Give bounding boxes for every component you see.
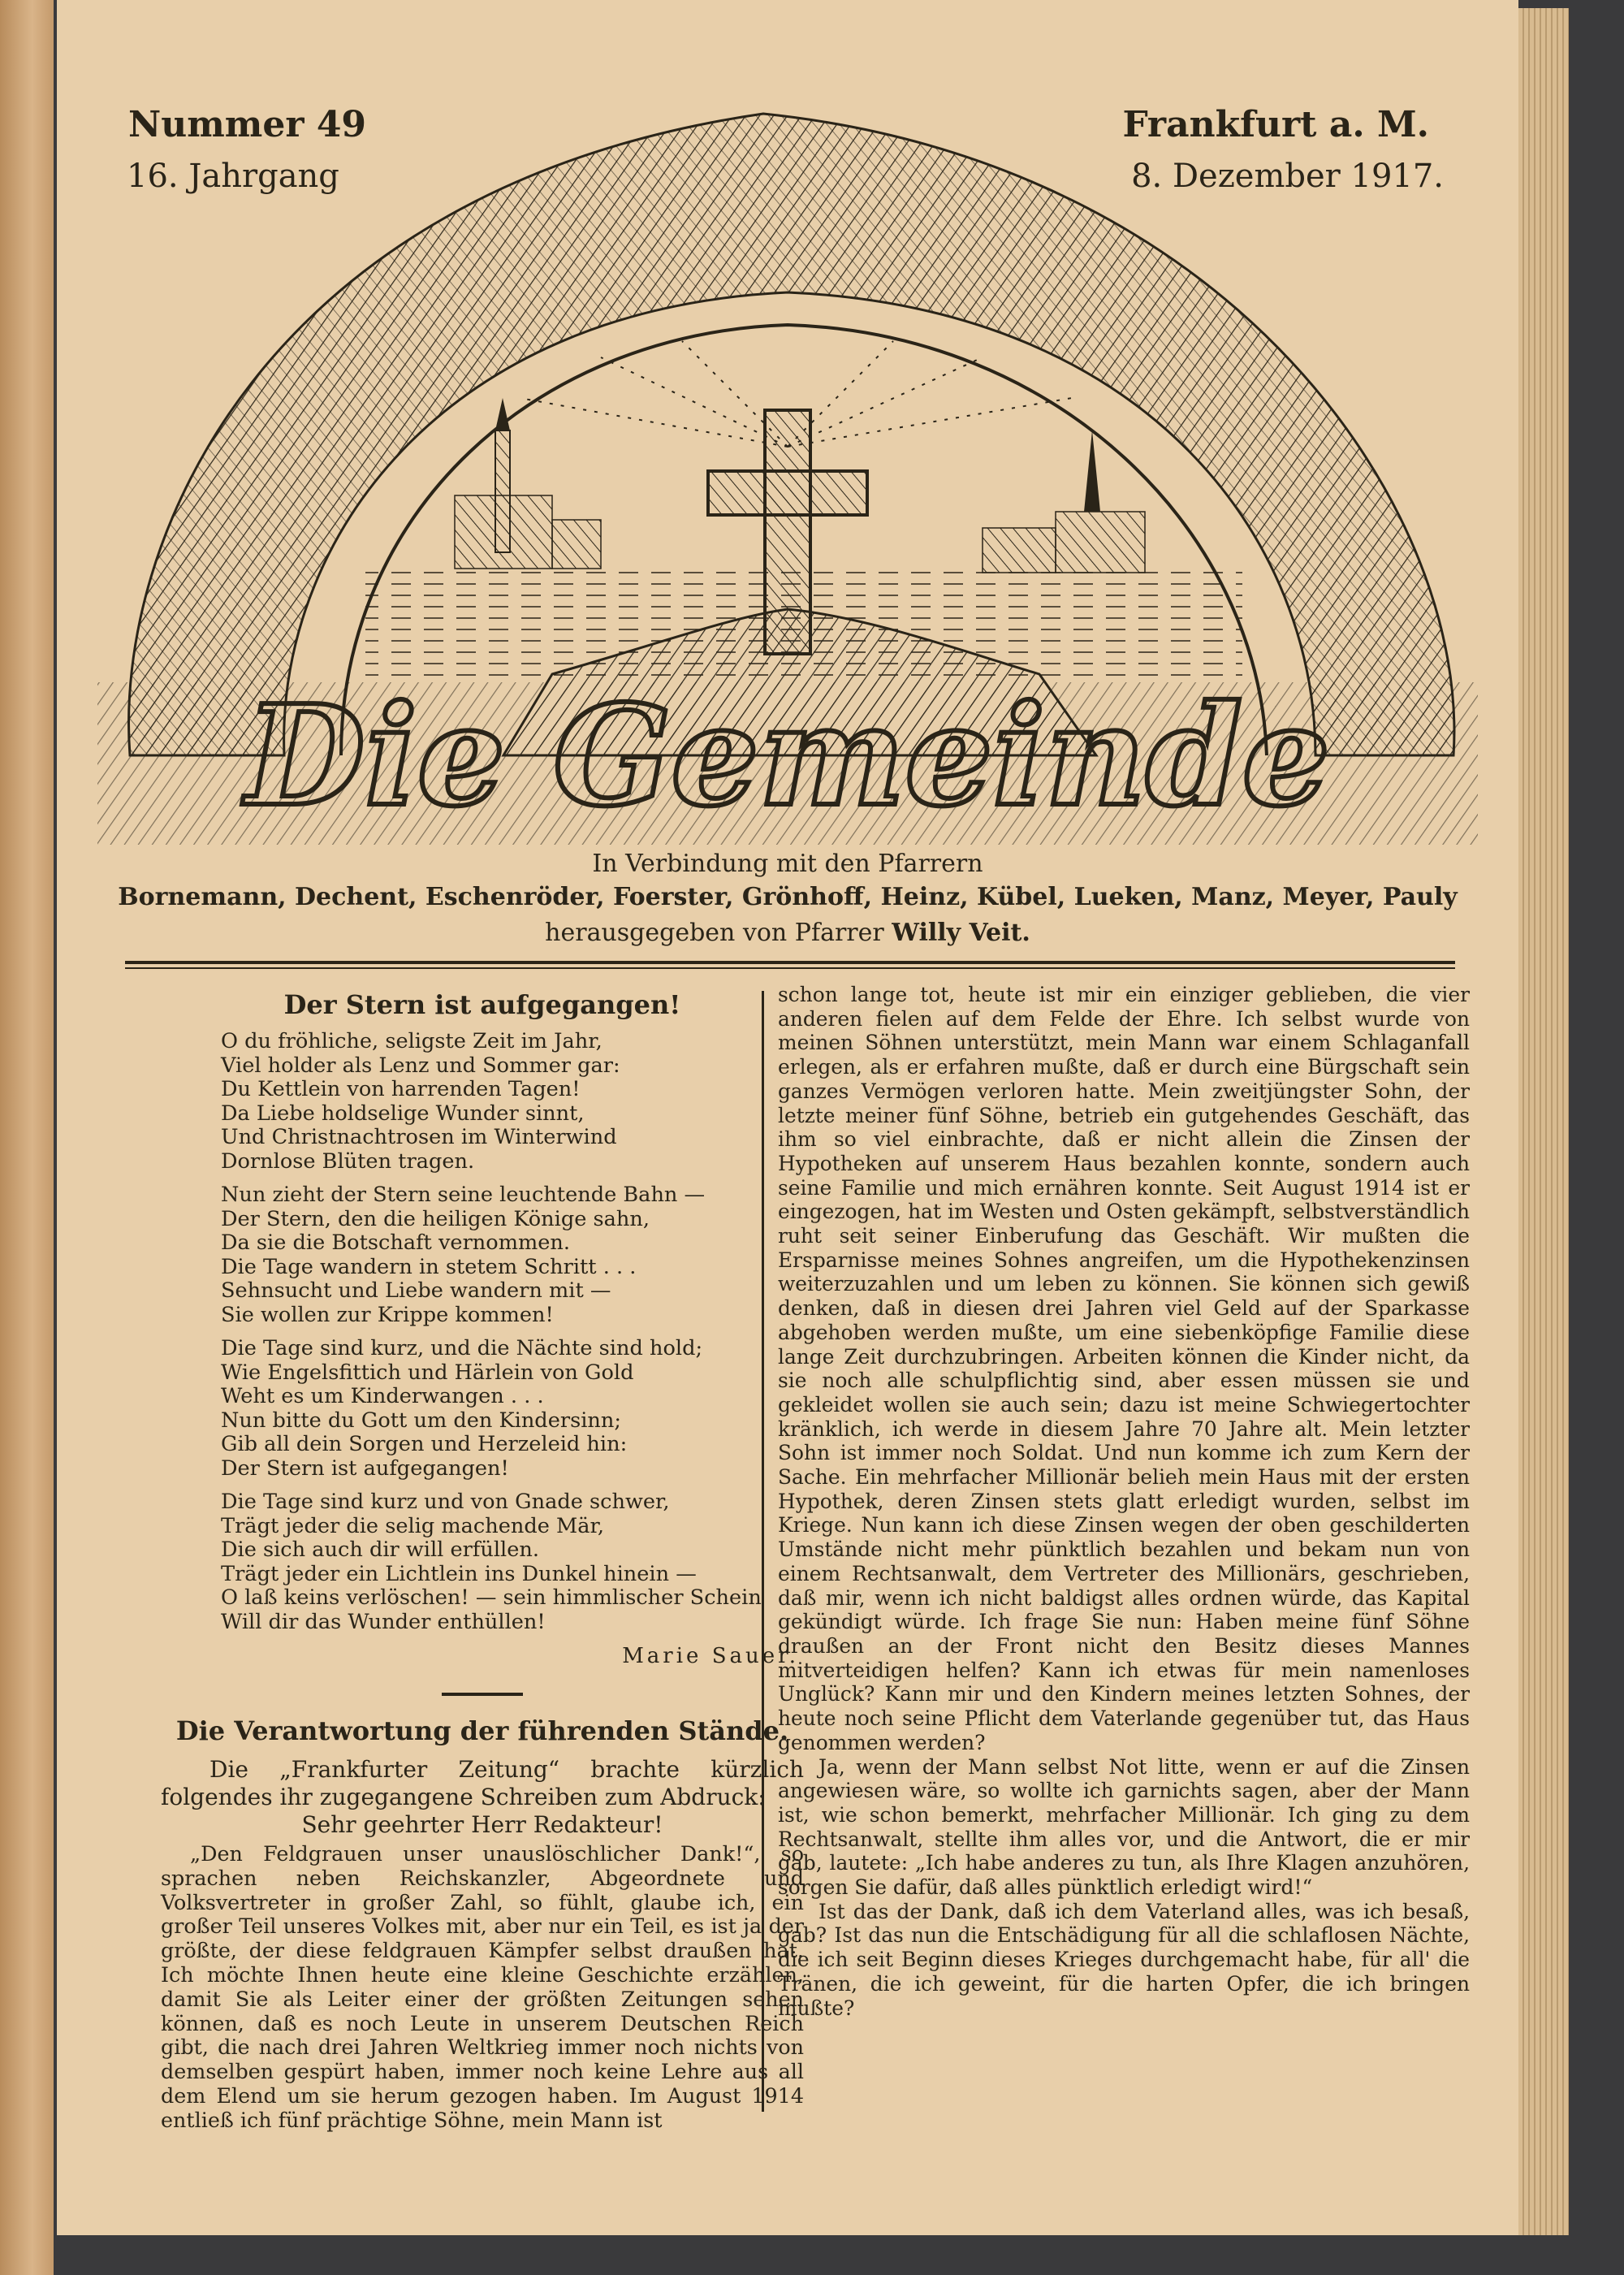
poem-line: Der Stern ist aufgegangen! <box>221 1455 509 1481</box>
poem-line: Und Christnachtrosen im Winterwind <box>221 1125 617 1149</box>
poem-stanza <box>161 1490 804 1634</box>
poem-line: Die Tage wandern in stetem Schritt . . . <box>221 1254 637 1279</box>
article-salutation: Sehr geehrter Herr Redakteur! <box>301 1811 663 1838</box>
publisher-name: Willy Veit. <box>892 919 1030 947</box>
poem-line: Da Liebe holdselige Wunder sinnt, <box>221 1101 585 1126</box>
page-stack-edge <box>1518 8 1569 2235</box>
article-body-left: „Den Feldgrauen unser unauslöschlicher Dank!“, so sprachen neben Reichskanzler, Abgeordnete und Volksvertreter in großer Zahl, so fühlt, glaube ich, ein großer Teil unseres Volkes mit, aber nur ein Teil, es ist ja der größte, der diese feldgrauen Kämpfer selbst draußen hat. Ich möchte Ihnen heute eine kleine Geschichte erzählen, damit Sie als Leiter einer der größten Zeitungen sehen können, daß es noch Leute in unserem Deutschen Reich gibt, die nach drei Jahren Weltkrieg immer noch nichts von demselben gespürt haben, immer noch keine Lehre aus all dem Elend um sie herum gezogen haben. Im August 1914 entließ ich fünf prächtige Söhne, mein Mann ist <box>161 1841 804 2132</box>
book-spine <box>0 0 54 2275</box>
poem-title: Der Stern ist aufgegangen! <box>283 989 681 1020</box>
poem-line: Die Tage sind kurz, und die Nächte sind hold; <box>221 1336 703 1360</box>
newspaper-page <box>57 0 1518 2235</box>
article-paragraph: Ja, wenn der Mann selbst Not litte, wenn er auf die Zinsen angewiesen wäre, so wollte ich garnichts sagen, aber der Mann ist, wie schon bemerkt, mehrfacher Millionär. Ich ging zu dem Rechtsanwalt, stellte ihm alles vor, und die Antwort, die er mir gab, lautete: „Ich habe anderes zu tun, als Ihre Klagen anzuhören, sorgen Sie dafür, daß alles pünktlich erledigt wird!“ <box>778 1754 1470 1900</box>
masthead-title: Die Gemeinde <box>245 675 1330 837</box>
issue-date: 8. Dezember 1917. <box>1131 158 1444 195</box>
header-rule <box>125 961 1455 964</box>
poem-line: Die Tage sind kurz und von Gnade schwer, <box>221 1490 670 1514</box>
issue-number: Nummer 49 <box>128 104 367 145</box>
poem-line: Gib all dein Sorgen und Herzeleid hin: <box>221 1432 628 1456</box>
poem-stanza <box>161 1183 804 1327</box>
volume-year: 16. Jahrgang <box>127 158 339 195</box>
poem-line: Will dir das Wunder enthüllen! <box>221 1609 546 1634</box>
poem-line: Trägt jeder die selig machende Mär, <box>221 1513 605 1538</box>
header-rule-thin <box>125 967 1455 969</box>
poem-line: Viel holder als Lenz und Sommer gar: <box>221 1053 620 1078</box>
article-intro: Die „Frankfurter Zeitung“ brachte kürzlich folgendes ihr zugegangene Schreiben zum Abdruck: <box>161 1756 804 1810</box>
connection-line: In Verbindung mit den Pfarrern <box>592 850 983 878</box>
poem-line: O laß keins verlöschen! — sein himmlischer Schein <box>221 1585 762 1610</box>
article-paragraph: Ist das der Dank, daß ich dem Vaterland alles, was ich besaß, gab? Ist das nun die Entschädigung für all die schlaflosen Nächte, die ich seit Beginn dieses Krieges durchgemacht habe, für all' die Tränen, die ich geweint, für die harten Opfer, die ich bringen mußte? <box>778 1899 1470 2020</box>
left-column <box>161 989 804 2133</box>
poem-line: Sie wollen zur Krippe kommen! <box>221 1302 554 1327</box>
poem-stanza <box>161 1030 804 1174</box>
poem-line: Wie Engelsfittich und Härlein von Gold <box>221 1360 634 1385</box>
place: Frankfurt a. M. <box>1122 104 1429 145</box>
poem-line: Nun bitte du Gott um den Kindersinn; <box>221 1408 621 1433</box>
poem-line: Der Stern, den die heiligen Könige sahn, <box>221 1206 650 1231</box>
right-column <box>778 983 1470 2020</box>
section-divider <box>442 1693 523 1696</box>
masthead-illustration <box>97 89 1478 845</box>
poem-line: Du Kettlein von harrenden Tagen! <box>221 1077 581 1101</box>
publisher-prefix: herausgegeben von Pfarrer <box>545 919 884 947</box>
poem-line: Da sie die Botschaft vernommen. <box>221 1230 571 1255</box>
article-title: Die Verantwortung der führenden Stände. <box>175 1715 789 1746</box>
publisher-line <box>57 919 1518 947</box>
poem-line: Trägt jeder ein Lichtlein ins Dunkel hinein — <box>221 1561 697 1586</box>
article-paragraph: schon lange tot, heute ist mir ein einziger geblieben, die vier anderen fielen auf dem Felde der Ehre. Ich selbst wurde von meinen Söhnen unterstützt, mein Mann war einem Schlaganfall erlegen, als er erfahren mußte, daß er durch eine Bürgschaft sein ganzes Vermögen verloren hatte. Mein zweitjüngster Sohn, der letzte meiner fünf Söhne, betrieb ein gutgehendes Geschäft, das ihm so viel einbrachte, daß er nicht allein die Zinsen der Hypotheken auf unserem Haus bezahlen konnte, sondern auch seine Familie und mich ernähren konnte. Seit August 1914 ist er eingezogen, hat im Westen und Osten gekämpft, selbstverständlich ruht seit seiner Einberufung das Geschäft. Wir mußten die Ersparnisse meines Sohnes angreifen, um die Hypothekenzinsen weiterzuzahlen und um leben zu können. Sie können sich gewiß denken, daß in diesen drei Jahren viel Geld auf der Sparkasse abgehoben werden mußte, um eine siebenköpfige Familie diese lange Zeit durchzubringen. Arbeiten können die Kinder nicht, da sie noch alle schulpflichtig sind, aber essen müssen sie und gekleidet wollen sie auch sein; dazu ist meine Schwiegertochter kränklich, ich werde in diesem Jahre 70 Jahre alt. Mein letzter Sohn ist immer noch Soldat. Und nun komme ich zum Kern der Sache. Ein mehrfacher Millionär belieh mein Haus mit der ersten Hypothek, deren Zinsen stets glatt erledigt wurden, selbst im Kriege. Nun kann ich diese Zinsen wegen der oben geschilderten Umstände nicht mehr pünktlich bezahlen und bekam nun von einem Rechtsanwalt, dem Vertreter des Millionärs, geschrieben, daß mir, wenn ich nicht baldigst alles ordnen würde, das Kapital gekündigt würde. Ich frage Sie nun: Haben meine fünf Söhne draußen an der Front nicht den Besitz dieses Mannes mitverteidigen helfen? Kann ich etwas für mein namenloses Unglück? Kann mir und den Kindern meines letzten Sohnes, der heute noch seine Pflicht dem Vaterlande gegenüber tut, das Haus genommen werden? <box>778 983 1470 1754</box>
poem-line: O du fröhliche, seligste Zeit im Jahr, <box>221 1029 603 1053</box>
poem-line: Dornlose Blüten tragen. <box>221 1148 475 1174</box>
poem-stanza <box>161 1337 804 1481</box>
poem-author: Marie Sauer. <box>622 1644 799 1668</box>
poem-line: Weht es um Kinderwangen . . . <box>221 1384 544 1408</box>
poem-line: Sehnsucht und Liebe wandern mit — <box>221 1278 611 1303</box>
poem-line: Die sich auch dir will erfüllen. <box>221 1538 539 1562</box>
pastors-list: Bornemann, Dechent, Eschenröder, Foerster, Grönhoff, Heinz, Kübel, Lueken, Manz, Meyer, Pauly <box>118 883 1458 911</box>
poem-line: Nun zieht der Stern seine leuchtende Bahn — <box>221 1183 706 1207</box>
